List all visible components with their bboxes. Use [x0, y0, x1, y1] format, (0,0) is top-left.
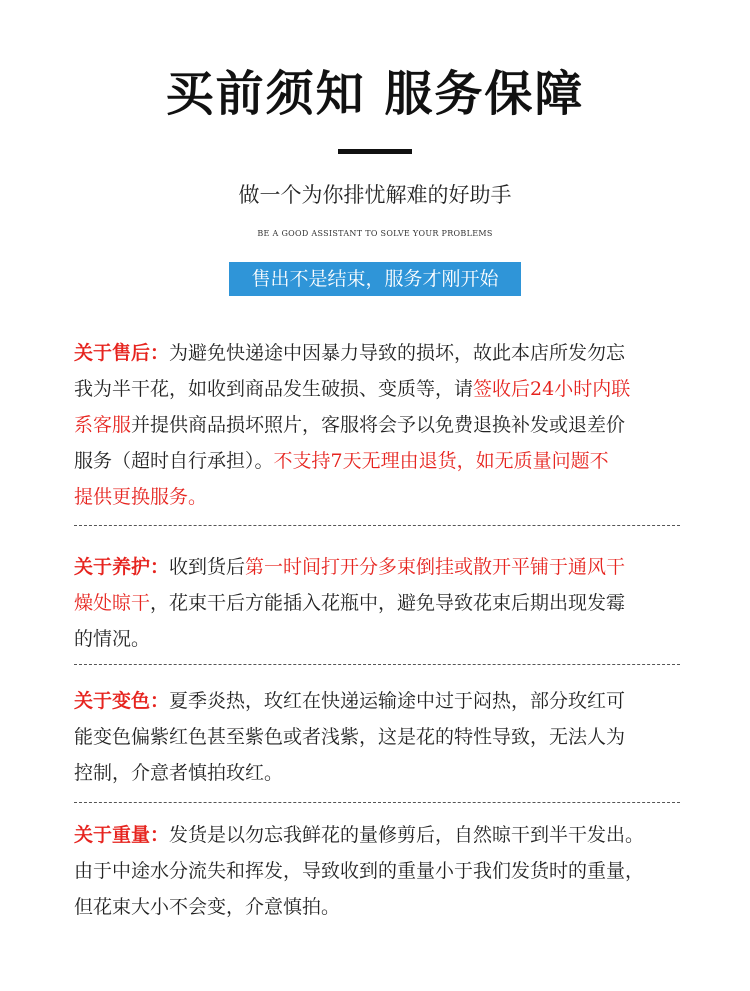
highlight-text: 签收后24小时内联: [473, 378, 631, 400]
section-text: 由于中途水分流失和挥发，导致收到的重量小于我们发货时的重量，: [74, 860, 645, 882]
dashed-divider: [74, 664, 680, 665]
section-after-sales: [74, 335, 686, 515]
section-care: [74, 549, 686, 657]
section-color-change: [74, 683, 686, 791]
highlight-text: 不支持7天无理由退货，如无质量问题不: [273, 450, 609, 472]
subtitle-english: BE A GOOD ASSISTANT TO SOLVE YOUR PROBLEMS: [257, 229, 493, 238]
section-label: 关于重量：: [74, 824, 170, 846]
section-text: 控制，介意者慎拍玫红。: [74, 762, 284, 784]
highlight-text: 第一时间打开分多束倒挂或散开平铺于通风干: [245, 556, 626, 578]
page-title: 买前须知 服务保障: [165, 66, 585, 122]
section-label: 关于养护：: [74, 556, 170, 578]
section-label: 关于变色：: [74, 690, 170, 712]
dashed-divider: [74, 525, 680, 526]
section-label: 关于售后：: [74, 342, 170, 364]
highlight-text: 提供更换服务。: [74, 486, 208, 508]
dashed-divider: [74, 802, 680, 803]
title-underline: [338, 149, 412, 154]
section-text: 的情况。: [74, 628, 151, 650]
section-text: 发货是以勿忘我鲜花的量修剪后，自然晾干到半干发出。: [169, 824, 645, 846]
highlight-text: 系客服: [74, 414, 132, 436]
section-text: 但花束大小不会变，介意慎拍。: [74, 896, 341, 918]
section-text: 我为半干花，如收到商品发生破损、变质等，请: [74, 378, 474, 400]
section-text: 夏季炎热，玫红在快递运输途中过于闷热，部分玫红可: [169, 690, 626, 712]
section-text: ，花束干后方能插入花瓶中，避免导致花束后期出现发霉: [150, 592, 626, 614]
highlight-text: 燥处晾干: [74, 592, 151, 614]
section-text: 并提供商品损坏照片，客服将会予以免费退换补发或退差价: [131, 414, 626, 436]
section-text: 为避免快递途中因暴力导致的损坏，故此本店所发勿忘: [169, 342, 626, 364]
section-text: 能变色偏紫红色甚至紫色或者浅紫，这是花的特性导致，无法人为: [74, 726, 626, 748]
section-text: 收到货后: [169, 556, 246, 578]
service-banner: 售出不是结束，服务才刚开始: [229, 262, 521, 296]
subtitle: 做一个为你排忧解难的好助手: [238, 183, 512, 207]
section-text: 服务（超时自行承担）。: [74, 450, 274, 472]
section-weight: [74, 817, 686, 925]
